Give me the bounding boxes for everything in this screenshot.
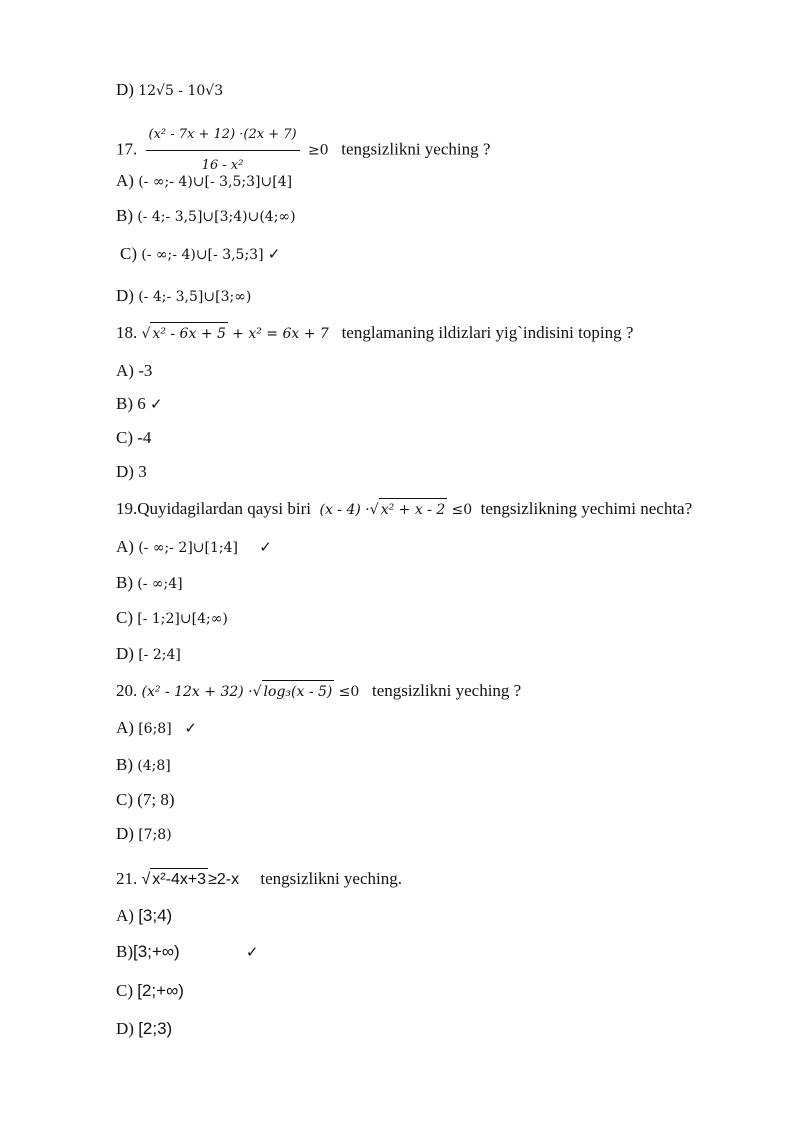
square-root: √ log₃(x - 5) [253,680,335,703]
option-d-prev [116,79,223,102]
option-expression: [3;+∞) [133,942,180,961]
radicand: log₃(x - 5) [262,680,335,703]
option-label: C) [120,244,137,263]
q20-option-c [116,789,175,811]
option-label: C) [116,428,133,447]
fraction-numerator: (x² - 7x + 12) ·(2x + 7) [146,120,300,151]
q18-option-b [116,393,163,415]
question-number: 21. [116,869,138,888]
question-20 [116,680,521,703]
equation-rest: + x² = 6x + 7 [232,326,329,342]
option-label: A) [116,906,134,925]
factor: (x - 4) · [319,502,370,518]
option-label: B) [116,755,133,774]
q20-option-b [116,754,171,777]
q17-option-c [120,243,280,266]
option-expression: [3;4) [138,906,173,925]
relation-sign: ≤0 [338,684,360,700]
q17-option-a [116,170,292,193]
option-expression: [- 1;2]∪[4;∞) [137,611,228,627]
option-expression: [- 2;4] [138,647,181,663]
q19-option-d [116,643,181,666]
square-root: √ x² - 6x + 5 [142,322,228,345]
relation-sign: ≤0 [451,502,473,518]
check-mark-icon: ✓ [245,943,259,961]
option-expression: [6;8] [138,721,172,737]
option-label: B) [116,206,133,225]
option-expression: [7;8) [138,827,172,843]
option-expression: 12√5 - 10√3 [138,83,224,99]
question-text: tenglamaning ildizlari yig`indisini toping ? [341,323,634,342]
check-mark-icon: ✓ [267,245,281,263]
question-text: tengsizlikni yeching. [260,869,402,888]
question-number: 20. [116,681,138,700]
q19-option-c [116,607,228,630]
question-text: tengsizlikni yeching ? [341,139,491,159]
q21-option-d [116,1018,172,1040]
check-mark-icon: ✓ [184,719,197,737]
radicand: x² + x - 2 [379,498,448,521]
option-expression: (7; 8) [137,790,175,809]
question-number: 18. [116,323,138,342]
q20-option-d [116,823,172,846]
radicand: x²-4x+3 [150,868,208,891]
q19-option-a [116,536,272,559]
option-label: D) [116,644,134,663]
q17-option-b [116,205,296,228]
option-label: B) [116,394,133,413]
option-label: D) [116,462,134,481]
option-label: B) [116,942,133,961]
option-value: -3 [138,361,153,380]
option-label: A) [116,171,134,190]
q20-option-a [116,717,197,740]
option-label: C) [116,981,133,1000]
option-label: A) [116,718,134,737]
option-value: 3 [138,462,147,481]
option-expression: (- ∞;- 4)∪[- 3,5;3] [141,247,264,263]
option-label: C) [116,608,133,627]
inequality-rest: ≥2-x [208,871,240,888]
option-label: D) [116,286,134,305]
question-19 [116,498,692,521]
option-label: A) [116,537,134,556]
option-expression: (- ∞;- 2]∪[1;4] [138,540,238,556]
question-prefix: 19.Quyidagilardan qaysi biri [116,499,311,518]
square-root: √ x²-4x+3 [142,868,209,891]
option-expression: (- 4;- 3,5]∪[3;∞) [138,289,252,305]
factor: (x² - 12x + 32) · [141,684,253,700]
option-expression: [2;+∞) [137,981,184,1000]
option-label: D) [116,1019,134,1038]
option-expression: (- ∞;- 4)∪[- 3,5;3]∪[4] [138,174,293,190]
question-18 [116,322,633,345]
q18-option-a [116,360,152,382]
check-mark-icon: ✓ [259,538,272,556]
q21-option-a [116,905,172,927]
radicand: x² - 6x + 5 [150,322,227,345]
option-expression: (- ∞;4] [137,576,183,592]
relation-sign: ≥0 [307,142,329,159]
check-mark-icon: ✓ [150,395,163,413]
q18-option-d [116,461,147,483]
question-21 [116,868,402,891]
option-label: A) [116,361,134,380]
option-label: D) [116,80,134,99]
question-text: tengsizlikni yeching ? [372,681,522,700]
option-label: D) [116,824,134,843]
question-text: tengsizlikning yechimi nechta? [480,499,693,518]
fraction-denominator: 16 - x² [201,158,244,173]
q21-option-c [116,980,184,1002]
option-value: 6 [137,394,146,413]
q19-option-b [116,572,183,595]
q21-option-b [116,941,258,963]
option-label: B) [116,573,133,592]
option-value: -4 [137,428,152,447]
option-expression: (- 4;- 3,5]∪[3;4)∪(4;∞) [137,209,296,225]
option-expression: [2;3) [138,1019,173,1038]
question-number: 17. [116,139,138,159]
square-root: √ x² + x - 2 [370,498,448,521]
q17-option-d [116,285,251,308]
q18-option-c [116,427,151,449]
option-label: C) [116,790,133,809]
option-expression: (4;8] [137,758,171,774]
